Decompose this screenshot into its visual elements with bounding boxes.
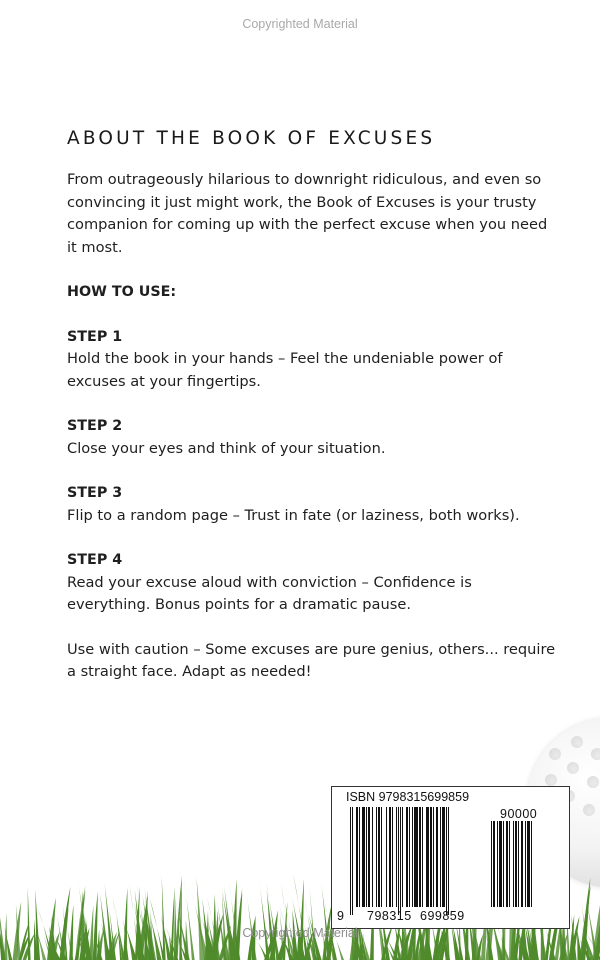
barcode-bars-icon xyxy=(350,807,484,921)
step-block xyxy=(67,482,557,527)
step-label: STEP 2 xyxy=(67,418,123,434)
price-addon-number: 90000 xyxy=(500,807,538,821)
step-block xyxy=(67,549,557,617)
back-cover-text xyxy=(67,128,557,684)
barcode-lead-digit: 9 xyxy=(337,909,345,923)
step-text: Close your eyes and think of your situation. xyxy=(67,439,386,457)
how-to-use-heading: HOW TO USE: xyxy=(67,284,177,300)
step-label: STEP 4 xyxy=(67,552,123,568)
copyright-watermark-top: Copyrighted Material xyxy=(242,17,358,31)
isbn-barcode xyxy=(331,786,570,929)
intro-paragraph: From outrageously hilarious to downright ridiculous, and even so convincing it just might work, the Book of Excuses is your trusty companion for coming up with the perfect excuse when you need it most. xyxy=(67,171,548,256)
step-block xyxy=(67,326,557,394)
step-label: STEP 1 xyxy=(67,328,123,345)
copyright-watermark-bottom: Copyrighted Material xyxy=(242,926,358,940)
barcode-digit-group: 798315 xyxy=(367,909,412,923)
step-label: STEP 3 xyxy=(67,485,123,501)
caution-paragraph: Use with caution – Some excuses are pure genius, others... require a straight face. Adapt as needed! xyxy=(67,640,556,680)
addon-barcode-bars-icon xyxy=(491,821,555,921)
barcode-digit-group: 699859 xyxy=(420,909,465,923)
step-block xyxy=(67,415,557,460)
isbn-label: ISBN 9798315699859 xyxy=(346,790,470,804)
book-title-heading: ABOUT THE BOOK OF EXCUSES xyxy=(67,128,436,149)
step-text: Flip to a random page – Trust in fate (or laziness, both works). xyxy=(67,506,520,524)
step-text: Read your excuse aloud with conviction – Confidence is everything. Bonus points for a dramatic pause. xyxy=(67,573,472,613)
step-text: Hold the book in your hands – Feel the undeniable power of excuses at your fingertips. xyxy=(67,350,503,390)
